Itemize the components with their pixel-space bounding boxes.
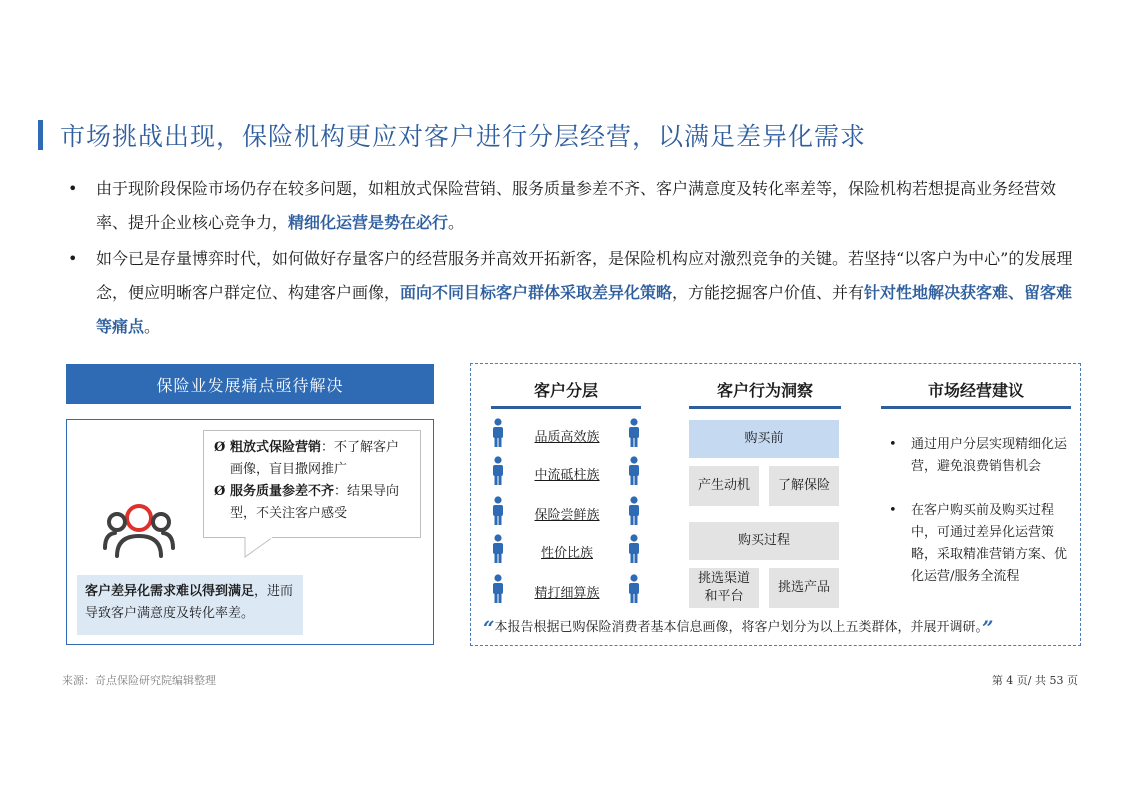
bubble-tail (243, 537, 283, 559)
behavior-during-item: 挑选产品 (769, 568, 839, 608)
column-header-layering: 客户分层 (533, 381, 598, 400)
column-header-behavior: 客户行为洞察 (716, 381, 813, 400)
bullet-dot-icon: • (68, 179, 78, 198)
customer-insight-panel (470, 363, 1081, 646)
pain-points-note (77, 575, 303, 635)
behavior-before-box: 购买前 (689, 420, 839, 458)
pain-points-bubble (203, 430, 421, 538)
pain-points-header: 保险业发展痛点亟待解决 (66, 364, 434, 404)
pain-point-1-label: 粗放式保险营销 (230, 440, 322, 455)
bullet-text-2 (96, 242, 1084, 344)
person-icon (491, 496, 505, 526)
behavior-before-item: 了解保险 (769, 466, 839, 506)
person-icon (491, 574, 505, 604)
person-icon (627, 574, 641, 604)
arrow-bullet-icon: Ø (214, 440, 226, 455)
person-icon (627, 456, 641, 486)
note-bold-text: 客户差异化需求难以得到满足 (85, 584, 255, 599)
bullet-2-seg-1: 如今已是存量博弈时代，如何做好存量客户的经营服务并高效开拓新客，是保险机构应对激烈竞争的关键。若坚持“以客户为中心”的发展理念，便应明晰客户群定位、构建客户画像， (96, 249, 1073, 302)
behavior-during-item: 挑选渠道和平台 (689, 568, 759, 608)
column-underline (491, 406, 641, 409)
people-icon (103, 500, 175, 560)
person-icon (627, 496, 641, 526)
bullet-2-highlight-2: 针对性地解决获客难、留客难等痛点 (96, 283, 1073, 336)
page-title: 市场挑战出现，保险机构更应对客户进行分层经营，以满足差异化需求 (60, 122, 867, 151)
advice-text-2: 在客户购买前及购买过程中，可通过差异化运营策略，采取精准营销方案、优化运营/服务全流程 (911, 503, 1068, 584)
pain-point-1-desc: ：不了解客户画像，盲目撒网推广 (230, 440, 400, 477)
bullet-text-1 (96, 172, 1084, 240)
segment-label: 中流砥柱族 (534, 468, 600, 483)
person-icon (491, 456, 505, 486)
pain-point-2-label: 服务质量参差不齐 (230, 484, 335, 499)
bullet-1-seg-3: 。 (448, 213, 465, 232)
title-accent-bar (38, 120, 43, 150)
behavior-before-item: 产生动机 (689, 466, 759, 506)
segment-label: 性价比族 (540, 546, 593, 561)
bullet-2-seg-3: ，方能挖掘客户价值、并有 (672, 283, 865, 302)
person-icon (491, 418, 505, 448)
advice-item-2 (883, 500, 1073, 588)
bullet-item-1 (64, 172, 1084, 240)
segment-label: 品质高效族 (534, 430, 600, 445)
column-underline (881, 406, 1071, 409)
bullet-2-seg-5: 。 (144, 317, 161, 336)
pain-point-1 (214, 437, 412, 481)
bullet-dot-icon: • (889, 437, 897, 452)
person-icon (627, 418, 641, 448)
behavior-during-box: 购买过程 (689, 522, 839, 560)
pain-points-panel (66, 419, 434, 645)
column-underline (689, 406, 841, 409)
close-quote-icon: ” (982, 616, 994, 640)
pain-point-2 (214, 481, 412, 525)
column-header-advice: 市场经营建议 (927, 381, 1024, 400)
intro-bullets (64, 172, 1084, 346)
page-number: 第 4 页/ 共 53 页 (991, 674, 1078, 687)
pain-point-2-desc: ：结果导向型，不关注客户感受 (230, 484, 400, 521)
bullet-1-highlight: 精细化运营是势在必行 (288, 213, 449, 232)
person-icon (627, 534, 641, 564)
open-quote-icon: “ (483, 616, 495, 640)
bullet-dot-icon: • (889, 503, 897, 518)
advice-text-1: 通过用户分层实现精细化运营，避免浪费销售机会 (911, 437, 1068, 474)
bullet-dot-icon: • (68, 249, 78, 268)
bullet-1-seg-1: 由于现阶段保险市场仍存在较多问题，如粗放式保险营销、服务质量参差不齐、客户满意度及转化率差等，保险机构若想提高业务经营效率、提升企业核心竞争力， (96, 179, 1057, 232)
note-rest-text: ，进而导致客户满意度及转化率差。 (85, 584, 294, 621)
person-icon (491, 534, 505, 564)
arrow-bullet-icon: Ø (214, 484, 226, 499)
survey-note-text: 本报告根据已购保险消费者基本信息画像，将客户划分为以上五类群体，并展开调研。 (494, 620, 983, 635)
segment-label: 精打细算族 (534, 586, 600, 601)
advice-item-1 (883, 434, 1073, 478)
bullet-item-2 (64, 242, 1084, 344)
segment-label: 保险尝鲜族 (534, 508, 600, 523)
survey-note (483, 616, 1073, 640)
source-note: 来源：奇点保险研究院编辑整理 (62, 674, 216, 687)
bullet-2-highlight-1: 面向不同目标客户群体采取差异化策略 (400, 283, 673, 302)
